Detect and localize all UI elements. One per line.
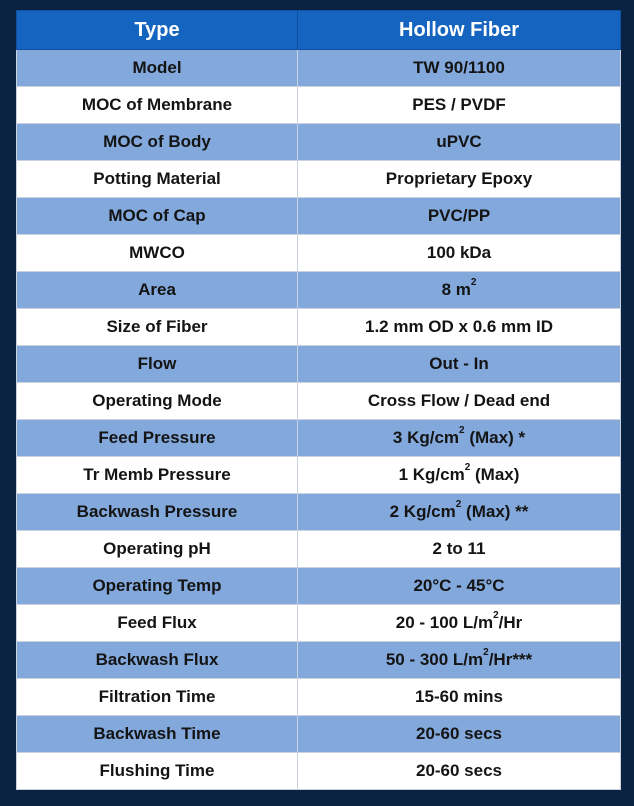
row-label: Tr Memb Pressure bbox=[17, 457, 298, 494]
row-label: Operating Mode bbox=[17, 383, 298, 420]
row-label: Model bbox=[17, 50, 298, 87]
row-label: Backwash Flux bbox=[17, 642, 298, 679]
row-label: MWCO bbox=[17, 235, 298, 272]
row-value bbox=[298, 198, 621, 235]
row-value-text: 50 - 300 L/m bbox=[385, 650, 484, 669]
row-label: Backwash Time bbox=[17, 716, 298, 753]
row-value bbox=[298, 124, 621, 161]
row-label: MOC of Membrane bbox=[17, 87, 298, 124]
row-value-suffix: (Max) ** bbox=[461, 502, 529, 521]
row-value-text: PVC/PP bbox=[427, 206, 491, 225]
table-row bbox=[17, 309, 621, 346]
table-row bbox=[17, 235, 621, 272]
row-value-text: 2 to 11 bbox=[432, 539, 486, 558]
table-row bbox=[17, 531, 621, 568]
header-hollow-fiber: Hollow Fiber bbox=[298, 11, 621, 50]
row-value bbox=[298, 272, 621, 309]
row-value-text: 2 Kg/cm bbox=[389, 502, 456, 521]
row-value-superscript: 2 bbox=[483, 647, 489, 659]
table-row bbox=[17, 420, 621, 457]
row-value-superscript: 2 bbox=[459, 425, 465, 437]
row-label: Operating Temp bbox=[17, 568, 298, 605]
row-label: Flushing Time bbox=[17, 753, 298, 790]
table-row bbox=[17, 494, 621, 531]
row-label: Feed Pressure bbox=[17, 420, 298, 457]
row-label: Flow bbox=[17, 346, 298, 383]
row-label: Area bbox=[17, 272, 298, 309]
table-header-row bbox=[17, 11, 621, 50]
row-value bbox=[298, 161, 621, 198]
row-value bbox=[298, 531, 621, 568]
row-value-text: Proprietary Epoxy bbox=[385, 169, 533, 188]
row-value-text: 20 - 100 L/m bbox=[395, 613, 494, 632]
row-value bbox=[298, 642, 621, 679]
table-body bbox=[17, 50, 621, 790]
row-value-text: 1.2 mm OD x 0.6 mm ID bbox=[364, 317, 554, 336]
row-value bbox=[298, 679, 621, 716]
table-row bbox=[17, 716, 621, 753]
row-value-superscript: 2 bbox=[464, 462, 471, 474]
table-row bbox=[17, 753, 621, 790]
table-row bbox=[17, 568, 621, 605]
row-value-text: 20-60 secs bbox=[415, 724, 503, 743]
row-value-text: 1 Kg/cm bbox=[398, 465, 465, 484]
row-label: MOC of Cap bbox=[17, 198, 298, 235]
row-value-text: 100 kDa bbox=[426, 243, 492, 262]
table-row bbox=[17, 50, 621, 87]
row-value bbox=[298, 568, 621, 605]
row-value bbox=[298, 605, 621, 642]
row-value bbox=[298, 309, 621, 346]
row-value-suffix: (Max) * bbox=[464, 428, 526, 447]
row-label: Potting Material bbox=[17, 161, 298, 198]
row-value bbox=[298, 346, 621, 383]
row-label: MOC of Body bbox=[17, 124, 298, 161]
row-value bbox=[298, 50, 621, 87]
row-value bbox=[298, 420, 621, 457]
row-label: Filtration Time bbox=[17, 679, 298, 716]
row-value bbox=[298, 235, 621, 272]
row-value-text: 20°C - 45°C bbox=[413, 576, 505, 595]
table-row bbox=[17, 605, 621, 642]
row-value-text: TW 90/1100 bbox=[413, 58, 505, 77]
spec-table-container bbox=[16, 10, 620, 790]
row-value-text: 3 Kg/cm bbox=[392, 428, 460, 447]
row-value-text: Cross Flow / Dead end bbox=[367, 391, 551, 410]
row-value bbox=[298, 716, 621, 753]
table-row bbox=[17, 679, 621, 716]
row-value bbox=[298, 457, 621, 494]
row-label: Size of Fiber bbox=[17, 309, 298, 346]
row-value-suffix: (Max) bbox=[470, 465, 520, 484]
table-row bbox=[17, 272, 621, 309]
table-row bbox=[17, 642, 621, 679]
table-row bbox=[17, 346, 621, 383]
table-row bbox=[17, 383, 621, 420]
row-value-suffix: /Hr bbox=[498, 613, 523, 632]
spec-table bbox=[16, 10, 621, 790]
table-row bbox=[17, 87, 621, 124]
row-value-text: uPVC bbox=[436, 132, 482, 151]
row-value-superscript: 2 bbox=[455, 499, 462, 511]
row-value-text: 8 m bbox=[441, 280, 471, 299]
row-value-superscript: 2 bbox=[470, 277, 477, 289]
row-value-text: 15-60 mins bbox=[415, 687, 503, 706]
row-value bbox=[298, 87, 621, 124]
row-value bbox=[298, 383, 621, 420]
row-value-superscript: 2 bbox=[493, 610, 499, 622]
table-row bbox=[17, 124, 621, 161]
row-label: Operating pH bbox=[17, 531, 298, 568]
row-label: Backwash Pressure bbox=[17, 494, 298, 531]
row-label: Feed Flux bbox=[17, 605, 298, 642]
table-row bbox=[17, 457, 621, 494]
header-type: Type bbox=[17, 11, 298, 50]
row-value bbox=[298, 753, 621, 790]
table-row bbox=[17, 161, 621, 198]
row-value-suffix: /Hr*** bbox=[488, 650, 533, 669]
row-value bbox=[298, 494, 621, 531]
row-value-text: PES / PVDF bbox=[412, 95, 506, 114]
table-row bbox=[17, 198, 621, 235]
row-value-text: 20-60 secs bbox=[415, 761, 503, 780]
row-value-text: Out - In bbox=[429, 354, 489, 373]
